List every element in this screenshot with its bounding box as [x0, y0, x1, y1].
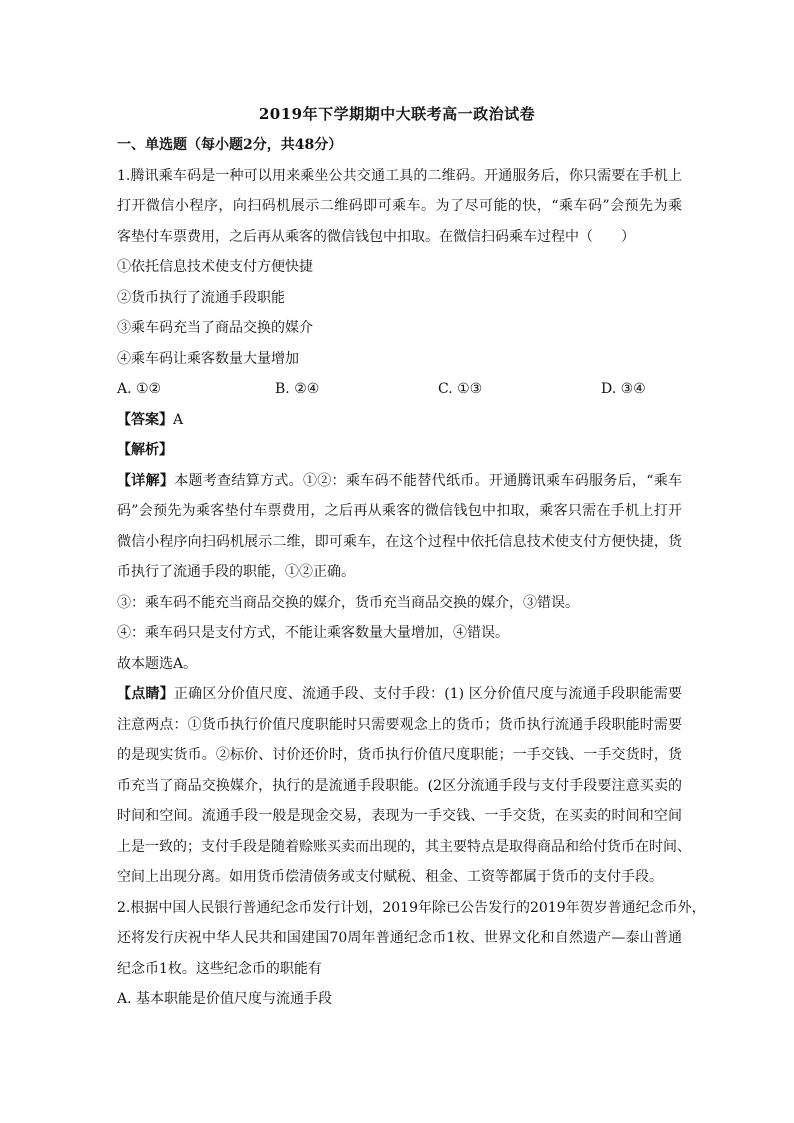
option-c: C. ①③	[438, 381, 483, 397]
tip-line: 的是现实货币。②标价、讨价还价时，货币执行价值尺度职能；一手交钱、一手交货时，货	[117, 747, 682, 763]
analysis-tag: 【解析】	[117, 442, 173, 458]
detail-line: ③：乘车码不能充当商品交换的媒介，货币充当商品交换的媒介，③错误。	[117, 594, 579, 611]
detail-text: 本题考查结算方式。①②：乘车码不能替代纸币。开通腾讯乘车码服务后，“乘车	[174, 472, 683, 489]
option-d: D. ③④	[601, 381, 646, 397]
option-b: B. ②④	[275, 381, 320, 397]
question-1	[117, 161, 691, 893]
statement-item: ③乘车码充当了商品交换的媒介	[117, 320, 313, 336]
statement-item: ④乘车码让乘客数量大量增加	[117, 350, 299, 367]
detail-line: 故本题选A。	[117, 655, 198, 672]
document-body	[117, 130, 706, 1015]
page-title: 2019年下学期期中大联考高一政治试卷	[258, 105, 536, 123]
question-stem-line: 纪念币1枚。这些纪念币的职能有	[117, 960, 322, 977]
detail-line: 微信小程序向扫码机展示二维，即可乘车，在这个过程中依托信息技术使支付方便快捷，货	[117, 533, 682, 550]
tip-line: 时间和空间。流通手段一般是现金交易，表现为一手交钱、一手交货，在买卖的时间和空间	[117, 808, 682, 824]
detail-line: 币执行了流通手段的职能，①②正确。	[117, 564, 355, 580]
tip-line	[117, 679, 682, 710]
detail-line: 码”会预先为乘客垫付车票费用，之后再从乘客的微信钱包中扣取，乘客只需在手机上打开	[117, 503, 682, 519]
tip-text: 正确区分价值尺度、流通手段、支付手段：(1) 区分价值尺度与流通手段职能需要	[173, 686, 683, 702]
tip-line: 币充当了商品交换媒介，执行的是流通手段职能。(2区分流通手段与支付手段要注意买卖的	[117, 777, 682, 794]
answer-options	[117, 374, 682, 405]
statement-item: ①依托信息技术使支付方便快捷	[117, 259, 313, 275]
section-heading: 一、单选题（每小题2分，共48分）	[117, 137, 343, 153]
tip-tag: 【点睛】	[117, 686, 174, 702]
question-stem-line: 2.根据中国人民银行普通纪念币发行计划，2019年除已公告发行的2019年贺岁普通纪念币外，	[117, 899, 706, 916]
statement-item: ②货币执行了流通手段职能	[117, 289, 285, 306]
question-stem-line: 还将发行庆祝中华人民共和国建国70周年普通纪念币1枚、世界文化和自然遗产—泰山普通	[117, 930, 682, 946]
answer-tag: 【答案】	[117, 411, 173, 428]
answer-line	[117, 405, 682, 436]
tip-line: 注意两点：①货币执行价值尺度职能时只需要观念上的货币；货币执行流通手段职能时需要	[117, 716, 682, 733]
detail-line	[117, 466, 682, 497]
tip-line: 空间上出现分离。如用货币偿清债务或支付赋税、租金、工资等都属于货币的支付手段。	[117, 869, 663, 885]
tip-line: 上是一致的；支付手段是随着赊账买卖而出现的，其主要特点是取得商品和给付货币在时间、	[117, 838, 691, 855]
detail-tag: 【详解】	[117, 472, 175, 489]
detail-line: ④：乘车码只是支付方式，不能让乘客数量大量增加，④错误。	[117, 625, 509, 641]
question-2	[117, 893, 706, 1015]
question-stem-line: 1.腾讯乘车码是一种可以用来乘坐公共交通工具的二维码。开通服务后，你只需要在手机上	[117, 167, 682, 184]
option-a: A. ①②	[117, 381, 162, 397]
question-stem-line: 打开微信小程序，向扫码机展示二维码即可乘车。为了尽可能的快，“乘车码”会预先为乘	[117, 198, 682, 214]
question-stem-line: 客垫付车票费用，之后再从乘客的微信钱包中扣取。在微信扫码乘车过程中（ ）	[117, 228, 635, 245]
answer-value: A	[173, 411, 184, 428]
option-a: A. 基本职能是价值尺度与流通手段	[117, 991, 333, 1007]
